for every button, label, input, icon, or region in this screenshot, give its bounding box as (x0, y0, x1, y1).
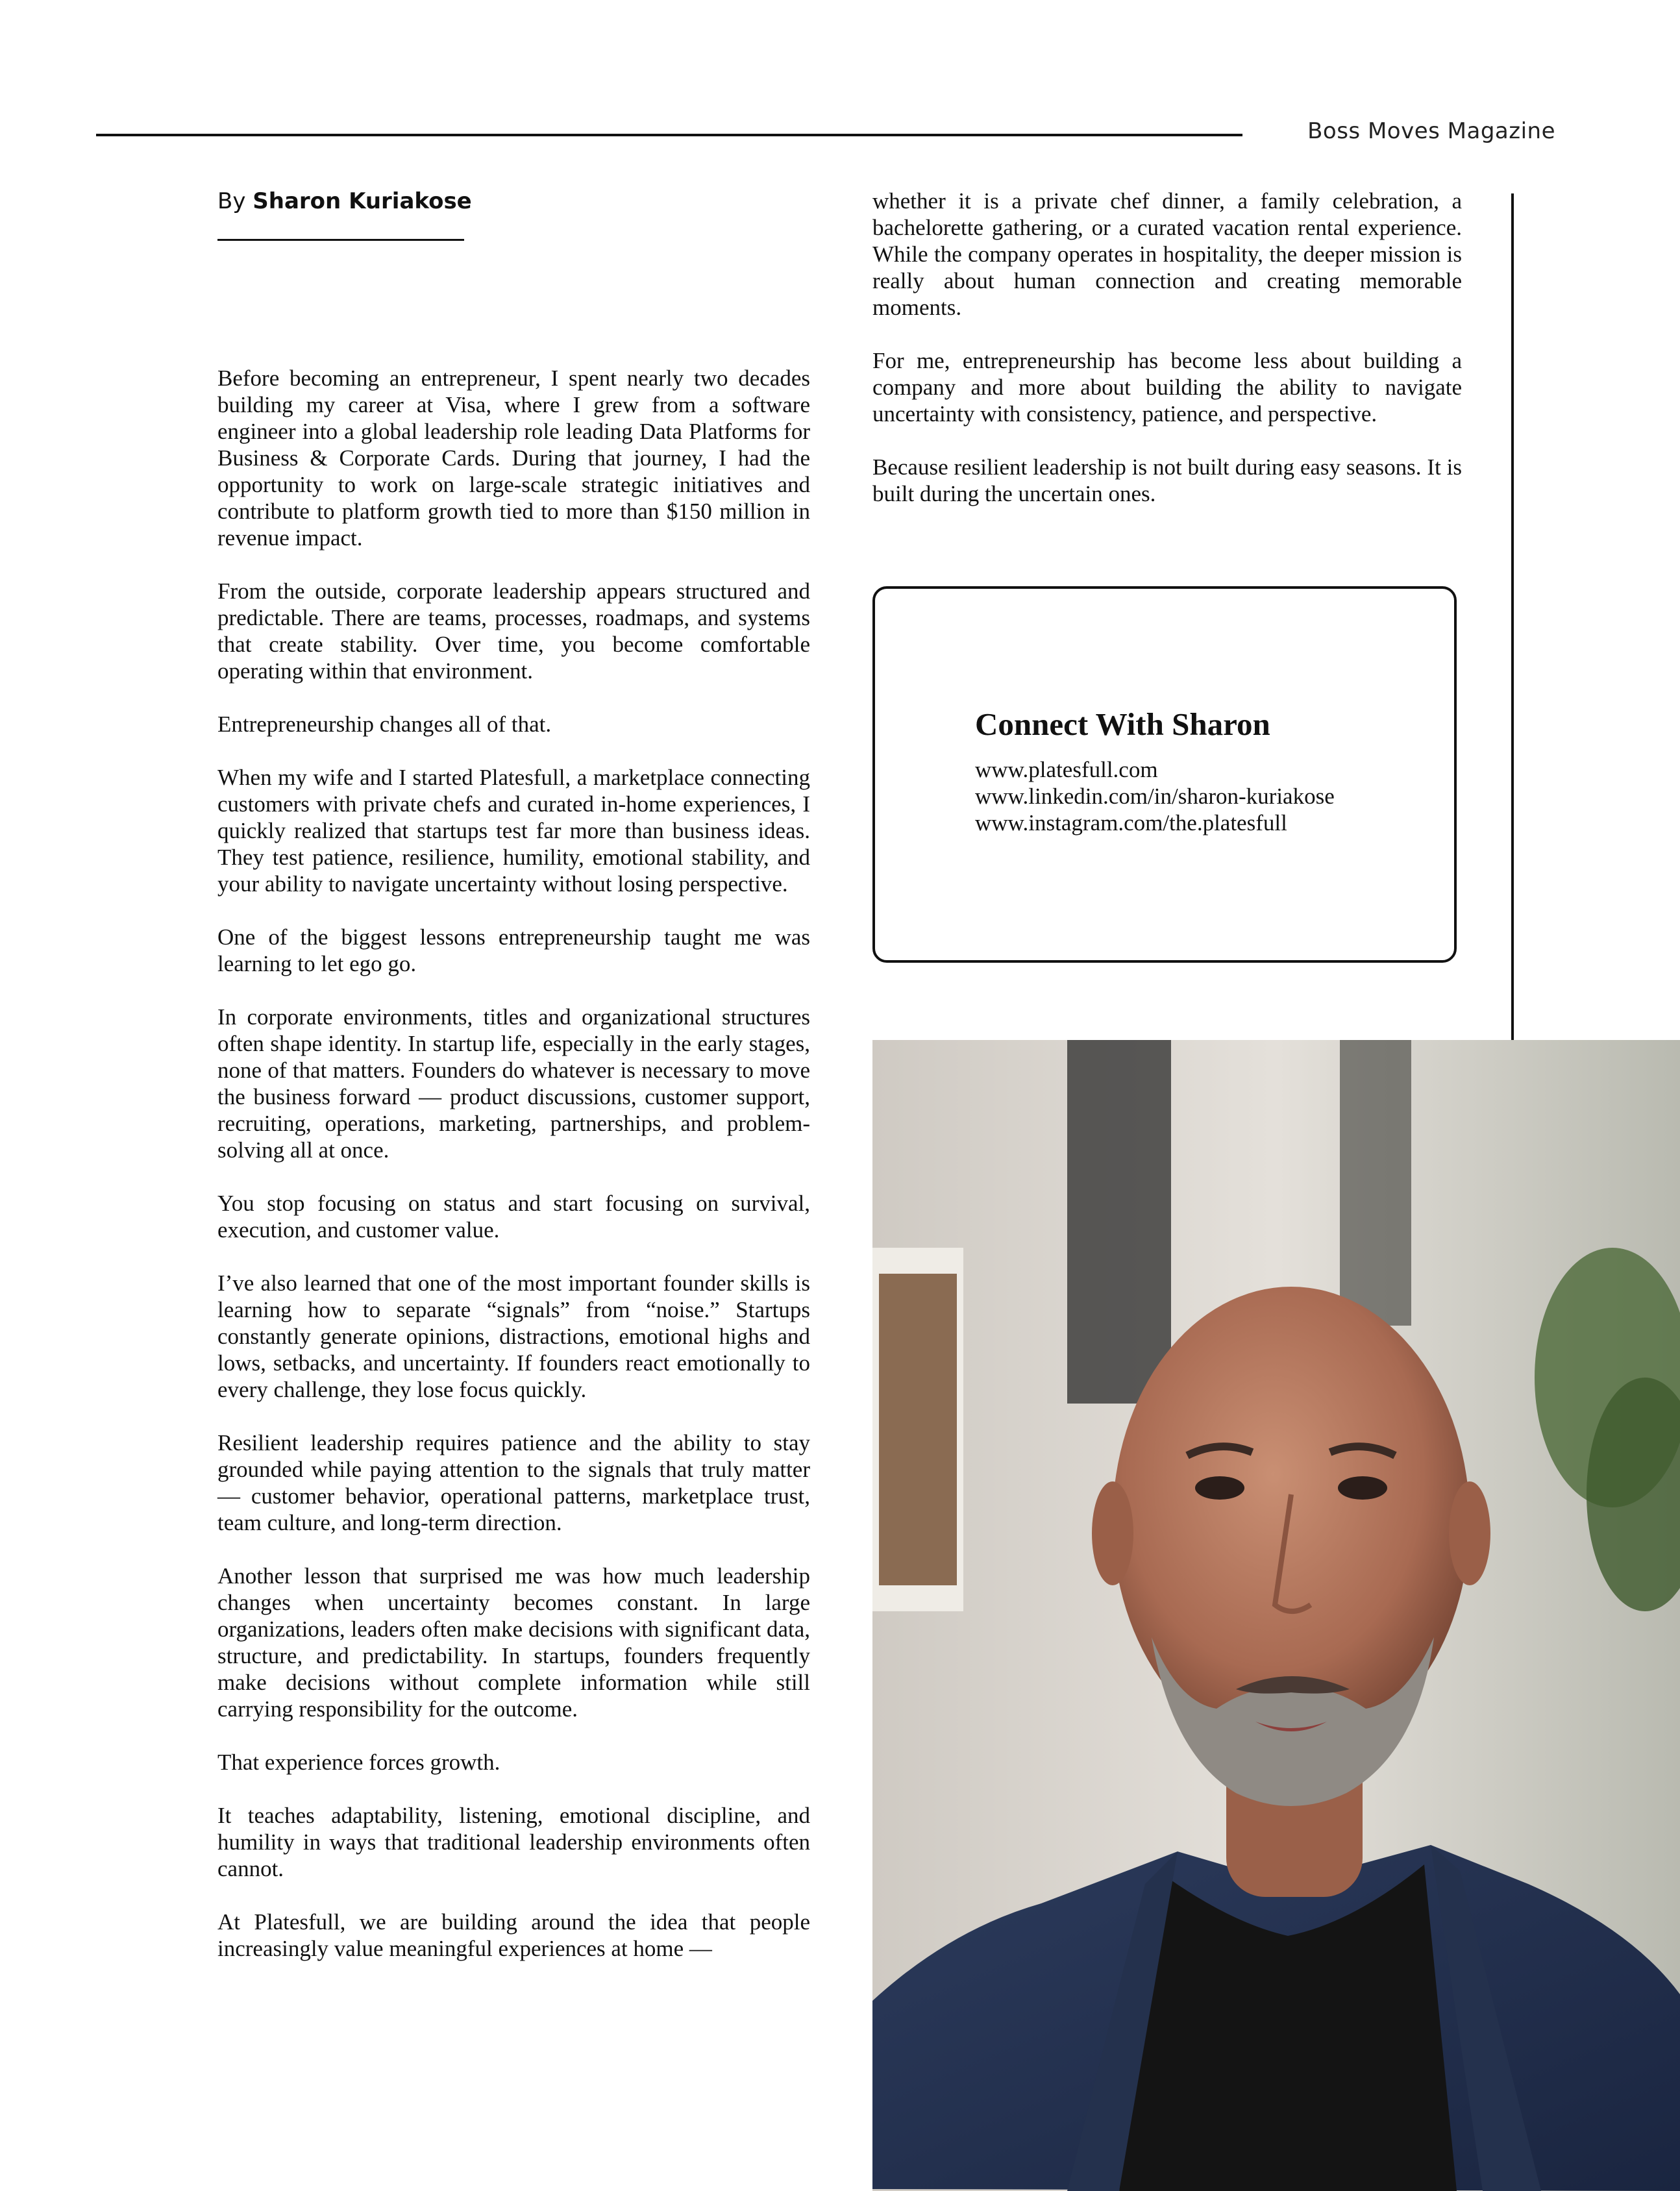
article-paragraph: Because resilient leadership is not built during easy seasons. It is built during the uncertain ones. (872, 454, 1462, 506)
byline-author: Sharon Kuriakose (253, 188, 472, 214)
article-left-column (217, 365, 810, 1988)
magazine-name: Boss Moves Magazine (1307, 118, 1555, 144)
article-paragraph: In corporate environments, titles and organizational structures often shape identity. In startup life, especially in the early stages, none of that matters. Founders do whatever is necessary to move the business forward — product discussions, customer support, recruiting, operations, marketing, partnerships, and problem-solving all at once. (217, 1004, 810, 1163)
article-paragraph: One of the biggest lessons entrepreneurship taught me was learning to let ego go. (217, 924, 810, 976)
connect-title: Connect With Sharon (975, 706, 1270, 742)
instagram-link[interactable]: www.instagram.com/the.platesfull (975, 810, 1287, 836)
website-link[interactable]: www.platesfull.com (975, 757, 1158, 782)
article-paragraph: Before becoming an entrepreneur, I spent nearly two decades building my career at Visa, where I grew from a software engineer into a global leadership role leading Data Platforms for Business & Corporate Cards. During that journey, I had the opportunity to work on large-scale strategic initiatives and contribute to platform growth tied to more than $150 million in revenue impact. (217, 365, 810, 551)
column-divider (1511, 193, 1514, 1040)
article-paragraph: Resilient leadership requires patience and the ability to stay grounded while paying attention to the signals that truly matter — customer behavior, operational patterns, marketplace trust, team culture, and long-term direction. (217, 1430, 810, 1535)
header-rule (96, 134, 1242, 136)
article-paragraph: That experience forces growth. (217, 1750, 500, 1775)
article-paragraph: I’ve also learned that one of the most important founder skills is learning how to separate “signals” from “noise.” Startups constantly generate opinions, distractions, emotional highs and lows, setbacks, and uncertainty. If founders react emotionally to every challenge, they lose focus quickly. (217, 1270, 810, 1402)
article-paragraph: Another lesson that surprised me was how much leadership changes when uncertainty becomes constant. In large organizations, leaders often make decisions with significant data, structure, and predictability. In startups, founders frequently make decisions without complete information while still carrying responsibility for the outcome. (217, 1563, 810, 1722)
article-paragraph: When my wife and I started Platesfull, a marketplace connecting customers with private chefs and curated in-home experiences, I quickly realized that startups test far more than business ideas. They test patience, resilience, humility, emotional stability, and your ability to navigate uncertainty without losing perspective. (217, 765, 810, 897)
linkedin-link[interactable]: www.linkedin.com/in/sharon-kuriakose (975, 784, 1335, 809)
connect-links (975, 756, 1335, 836)
article-paragraph: It teaches adaptability, listening, emotional discipline, and humility in ways that traditional leadership environments often cannot. (217, 1803, 810, 1881)
article-paragraph: You stop focusing on status and start focusing on survival, execution, and customer value. (217, 1191, 810, 1243)
article-paragraph: whether it is a private chef dinner, a family celebration, a bachelorette gathering, or a curated vacation rental experience. While the company operates in hospitality, the deeper mission is really about human connection and creating memorable moments. (872, 188, 1462, 320)
byline-prefix: By (217, 188, 246, 214)
article-paragraph: Entrepreneurship changes all of that. (217, 712, 552, 737)
byline-rule (217, 239, 464, 241)
article-paragraph: At Platesfull, we are building around the idea that people increasingly value meaningful experiences at home — (217, 1909, 810, 1961)
article-paragraph: For me, entrepreneurship has become less about building a company and more about building the ability to navigate uncertainty with consistency, patience, and perspective. (872, 348, 1462, 427)
article-right-column (872, 188, 1462, 534)
article-paragraph: From the outside, corporate leadership appears structured and predictable. There are teams, processes, roadmaps, and systems that create stability. Over time, you become comfortable operating within that environment. (217, 578, 810, 684)
portrait-photo (872, 1040, 1680, 2191)
byline (217, 188, 472, 214)
